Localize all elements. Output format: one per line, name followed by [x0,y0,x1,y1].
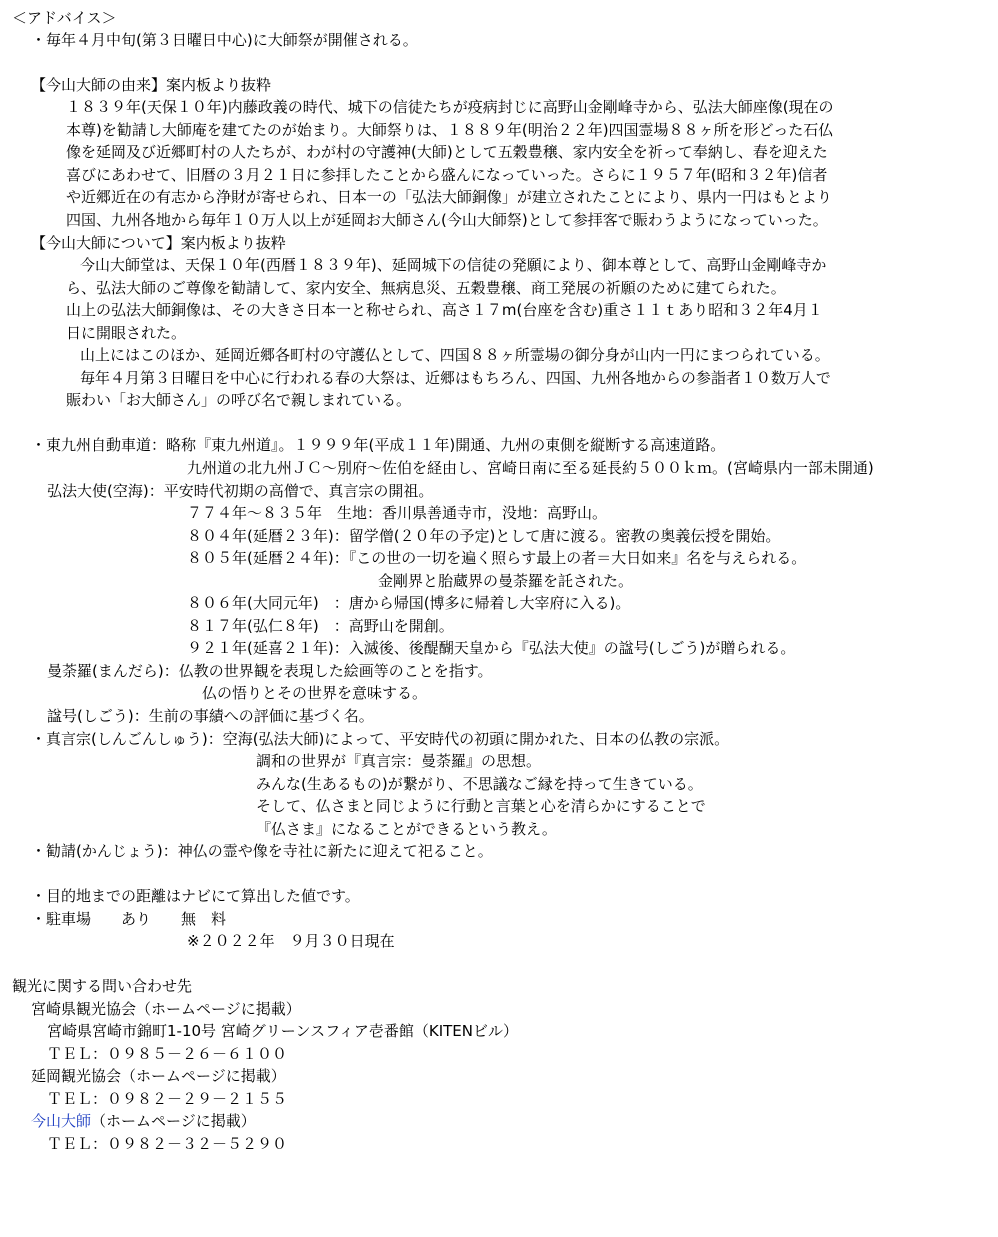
festival-note: ・毎年４月中旬(第３日曜日中心)に大師祭が開催される。 [31,31,418,49]
advice-heading: ＜アドバイス＞ [12,9,117,27]
contacts-heading: 観光に関する問い合わせ先 [12,977,193,995]
origin-line: 四国、九州各地から毎年１０万人以上が延岡お大師さん(今山大師祭)として参拝客で賑わうようになっていった。 [66,211,828,229]
glossary-kobo-detail: ７７４年～８３５年 生地：香川県善通寺市，没地：高野山。 [187,504,608,522]
glossary-shigo: 諡号(しごう)：生前の事績への評価に基づく名。 [47,707,374,725]
glossary-kobo-detail: ８０４年(延暦２３年)：留学僧(２０年の予定)として唐に渡る。密教の奥義伝授を開始。 [187,527,781,545]
about-line: 賑わい「お大師さん」の呼び名で親しまれている。 [66,391,412,409]
as-of-date: ※２０２２年 ９月３０日現在 [187,932,395,950]
miyazaki-association-tel: ＴＥＬ：０９８５－２６－６１００ [47,1045,288,1063]
glossary-kobo: 弘法大使(空海)：平安時代初期の高僧で、真言宗の開祖。 [47,482,434,500]
nobeoka-association-tel: ＴＥＬ：０９８２－２９－２１５５ [47,1090,288,1108]
about-line: 山上にはこのほか、延岡近郷各町村の守護仏として、四国８８ヶ所霊場の御分身が山内一円にまつられている。 [80,346,830,364]
glossary-shingon-detail: 『仏さま』になることができるという教え。 [256,820,557,838]
glossary-kobo-detail: ９２１年(延喜２１年)：入滅後、後醍醐天皇から『弘法大使』の諡号(しごう)が贈られる。 [187,639,796,657]
origin-line: 本尊)を勧請し大師庵を建てたのが始まり。大師祭りは、１８８９年(明治２２年)四国霊場８８ヶ所を形どった石仏 [66,121,834,139]
glossary-shingon-detail: 調和の世界が『真言宗：曼荼羅』の思想。 [256,752,542,770]
distance-note: ・目的地までの距離はナビにて算出した値です。 [31,887,360,905]
about-line: 日に開眼された。 [66,324,187,342]
miyazaki-association-name: 宮崎県観光協会（ホームページに掲載） [31,1000,301,1018]
nobeoka-association-name: 延岡観光協会（ホームページに掲載） [31,1067,286,1085]
parking-note: ・駐車場 あり 無 料 [31,910,227,928]
about-line: 山上の弘法大師銅像は、その大きさ日本一と称せられ、高さ１７m(台座を含む)重さ１１ｔあり昭和３２年4月１ [66,301,823,319]
glossary-shingon-detail: みんな(生あるもの)が繋がり、不思議なご縁を持って生きている。 [256,775,703,793]
glossary-expressway-detail: 九州道の北九州ＪＣ～別府～佐伯を経由し、宮崎日南に至る延長約５００ｋｍ。(宮崎県内一部未開通) [187,459,874,477]
glossary-shingon: ・真言宗(しんごんしゅう)：空海(弘法大師)によって、平安時代の初頭に開かれた、日本の仏教の宗派。 [31,730,730,748]
about-heading: 【今山大師について】案内板より抜粋 [31,234,286,252]
origin-line: 像を延岡及び近郷町村の人たちが、わが村の守護神(大師)として五穀豊穣、家内安全を祈って奉納し、春を迎えた [66,143,828,161]
glossary-kobo-detail: ８１７年(弘仁８年) ：高野山を開創。 [187,617,454,635]
glossary-mandala-detail: 仏の悟りとその世界を意味する。 [202,684,428,702]
origin-line: 喜びにあわせて、旧暦の３月２１日に参拝したことから盛んになっていった。さらに１９５７年(昭和３２年)信者 [66,166,828,184]
imayama-suffix: （ホームページに掲載） [91,1112,256,1130]
about-line: 毎年４月第３日曜日を中心に行われる春の大祭は、近郷はもちろん、四国、九州各地からの参詣者１０数万人で [80,369,831,387]
glossary-kobo-detail: ８０６年(大同元年) ：唐から帰国(博多に帰着し大宰府に入る)。 [187,594,631,612]
miyazaki-association-address: 宮崎県宮崎市錦町1-10号 宮崎グリーンスフィア壱番館（KITENビル） [47,1022,518,1040]
glossary-kobo-detail: ８０５年(延暦２４年)：『この世の一切を遍く照らす最上の者＝大日如来』名を与えられる。 [187,549,807,567]
imayama-tel: ＴＥＬ：０９８２－３２－５２９０ [47,1135,288,1153]
imayama-contact [31,1111,256,1131]
about-line: ら、弘法大師のご尊像を勧請して、家内安全、無病息災、五穀豊穣、商工発展の祈願のために建てられた。 [66,279,786,297]
glossary-kanjo: ・勧請(かんじょう)：神仏の霊や像を寺社に新たに迎えて祀ること。 [31,842,493,860]
origin-line: １８３９年(天保１０年)内藤政義の時代、城下の信徒たちが疫病封じに高野山金剛峰寺から、弘法大師座像(現在の [66,98,834,116]
glossary-mandala: 曼荼羅(まんだら)：仏教の世界観を表現した絵画等のことを指す。 [47,662,493,680]
glossary-expressway: ・東九州自動車道：略称『東九州道』。１９９９年(平成１１年)開通、九州の東側を縦断する高速道路。 [31,436,726,454]
origin-line: や近郷近在の有志から浄財が寄せられ、日本一の「弘法大師銅像」が建立されたことにより、県内一円はもとより [66,188,832,206]
imayama-link[interactable]: 今山大師 [31,1112,92,1130]
about-line: 今山大師堂は、天保１０年(西暦１８３９年)、延岡城下の信徒の発願により、御本尊として、高野山金剛峰寺か [80,256,827,274]
origin-heading: 【今山大師の由来】案内板より抜粋 [31,76,272,94]
glossary-kobo-detail: 金剛界と胎蔵界の曼荼羅を託された。 [378,572,634,590]
glossary-shingon-detail: そして、仏さまと同じように行動と言葉と心を清らかにすることで [256,797,706,815]
